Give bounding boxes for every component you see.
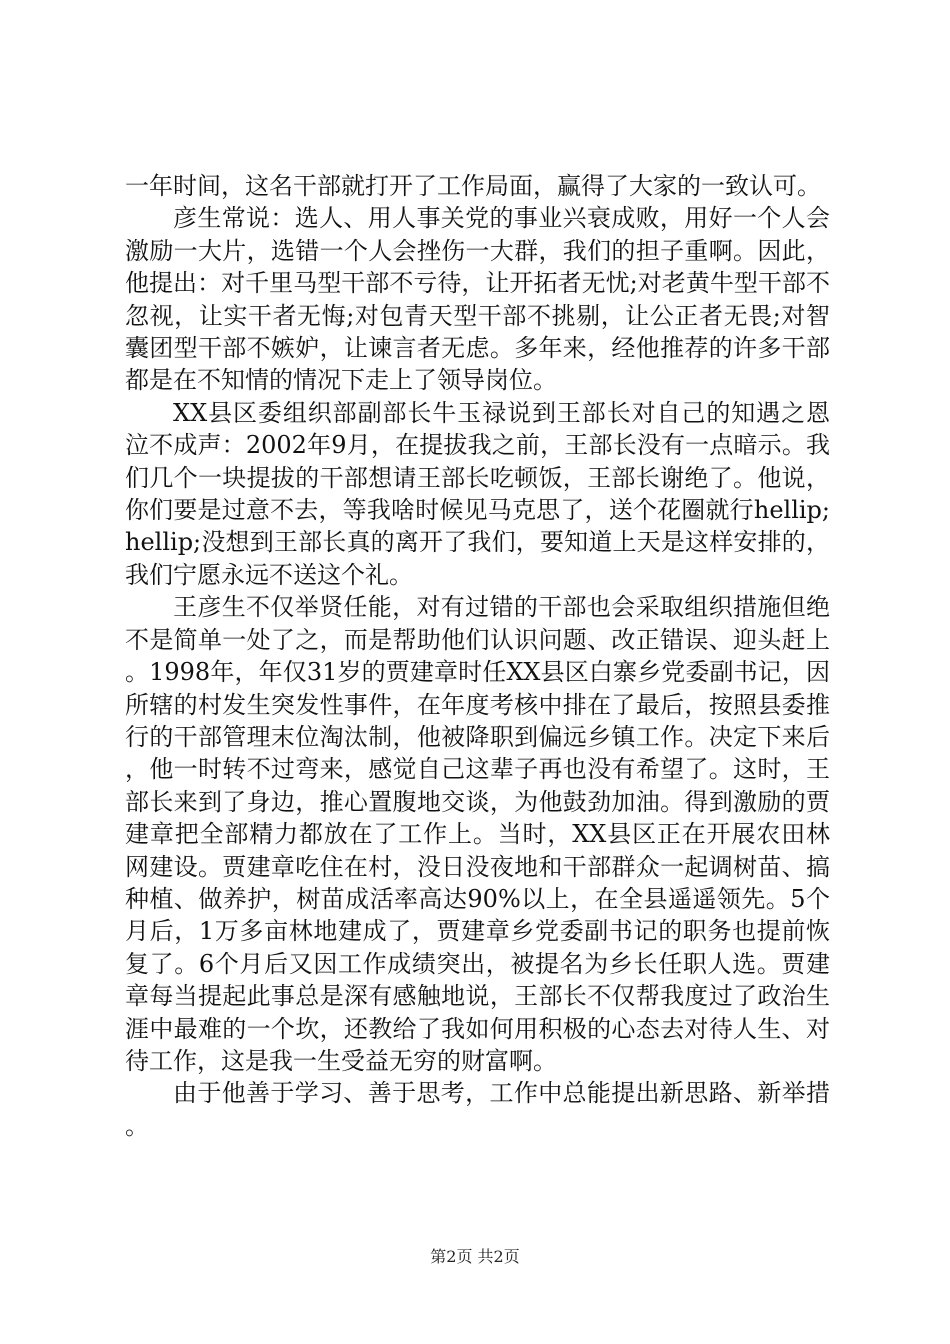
page-number-footer: 第2页 共2页 (430, 1247, 520, 1266)
paragraph-5: 由于他善于学习、善于思考，工作中总能提出新思路、新举措。 (125, 1079, 830, 1140)
paragraph-2: 彦生常说：选人、用人事关党的事业兴衰成败，用好一个人会激励一大片，选错一个人会挫伤一大群，我们的担子重啊。因此，他提出：对千里马型干部不亏待，让开拓者无忧;对老黄牛型干部不忽视，让实干者无悔;对包青天型干部不挑剔，让公正者无畏;对智囊团型干部不嫉妒，让谏言者无虑。多年来，经他推荐的许多干部都是在不知情的情况下走上了领导岗位。 (125, 204, 830, 395)
paragraph-3: XX县区委组织部副部长牛玉禄说到王部长对自己的知遇之恩泣不成声：2002年9月，在提拔我之前，王部长没有一点暗示。我们几个一块提拔的干部想请王部长吃顿饭，王部长谢绝了。他说，你们要是过意不去，等我啥时候见马克思了，送个花圈就行hellip;hellip;没想到王部长真的离开了我们，要知道上天是这样安排的，我们宁愿永远不送这个礼。 (125, 398, 830, 589)
paragraph-1: 一年时间，这名干部就打开了工作局面，赢得了大家的一致认可。 (125, 172, 821, 200)
document-body (125, 170, 830, 1142)
paragraph-4: 王彦生不仅举贤任能，对有过错的干部也会采取组织措施但绝不是简单一处了之，而是帮助他们认识问题、改正错误、迎头赶上。1998年，年仅31岁的贾建章时任XX县区白寨乡党委副书记，因所辖的村发生突发性事件，在年度考核中排在了最后，按照县委推行的干部管理末位淘汰制，他被降职到偏远乡镇工作。决定下来后，他一时转不过弯来，感觉自己这辈子再也没有希望了。这时，王部长来到了身边，推心置腹地交谈，为他鼓劲加油。得到激励的贾建章把全部精力都放在了工作上。当时，XX县区正在开展农田林网建设。贾建章吃住在村，没日没夜地和干部群众一起调树苗、搞种植、做养护，树苗成活率高达90%以上，在全县遥遥领先。5个月后，1万多亩林地建成了，贾建章乡党委副书记的职务也提前恢复了。6个月后又因工作成绩突出，被提名为乡长任职人选。贾建章每当提起此事总是深有感触地说，王部长不仅帮我度过了政治生涯中最难的一个坎，还教给了我如何用积极的心态去对待人生、对待工作，这是我一生受益无穷的财富啊。 (125, 593, 830, 1075)
